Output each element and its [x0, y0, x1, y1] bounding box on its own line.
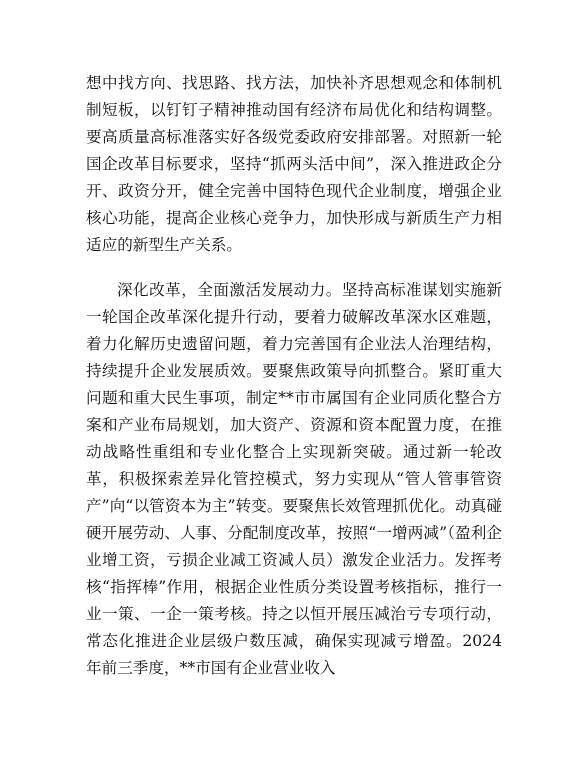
paragraph-deepen-reform: 深化改革，全面激活发展动力。坚持高标准谋划实施新一轮国企改革深化提升行动，要着力破解改革深水区难题，着力化解历史遗留问题，着力完善国有企业法人治理结构，持续提升企业发展质效。要聚焦政策导向抓整合。紧盯重大问题和重大民生事项，制定**市市属国有企业同质化整合方案和产业布局规划，加大资产、资源和资本配置力度，在推动战略性重组和专业化整合上实现新突破。通过新一轮改革，积极探索差异化管控模式，努力实现从“管人管事管资产”向“以管资本为主”转变。要聚焦长效管理抓优化。动真碰硬开展劳动、人事、分配制度改革，按照“一增两减”（盈利企业增工资，亏损企业减工资减人员）激发企业活力。发挥考核“指挥棒”作用，根据企业性质分类设置考核指标，推行一业一策、一企一策考核。持之以恒开展压减治亏专项行动，常态化推进企业层级户数压减，确保实现减亏增盈。2024 年前三季度，**市国有企业营业收入 — [86, 281, 502, 677]
body-text — [86, 70, 502, 682]
paragraph-continued: 想中找方向、找思路、找方法，加快补齐思想观念和体制机制短板，以钉钉子精神推动国有经济布局优化和结构调整。要高质量高标准落实好各级党委政府安排部署。对照新一轮国企改革目标要求，坚持“抓两头活中间”，深入推进政企分开、政资分开，健全完善中国特色现代企业制度，增强企业核心功能，提高企业核心竞争力，加快形成与新质生产力相适应的新型生产关系。 — [86, 74, 502, 254]
